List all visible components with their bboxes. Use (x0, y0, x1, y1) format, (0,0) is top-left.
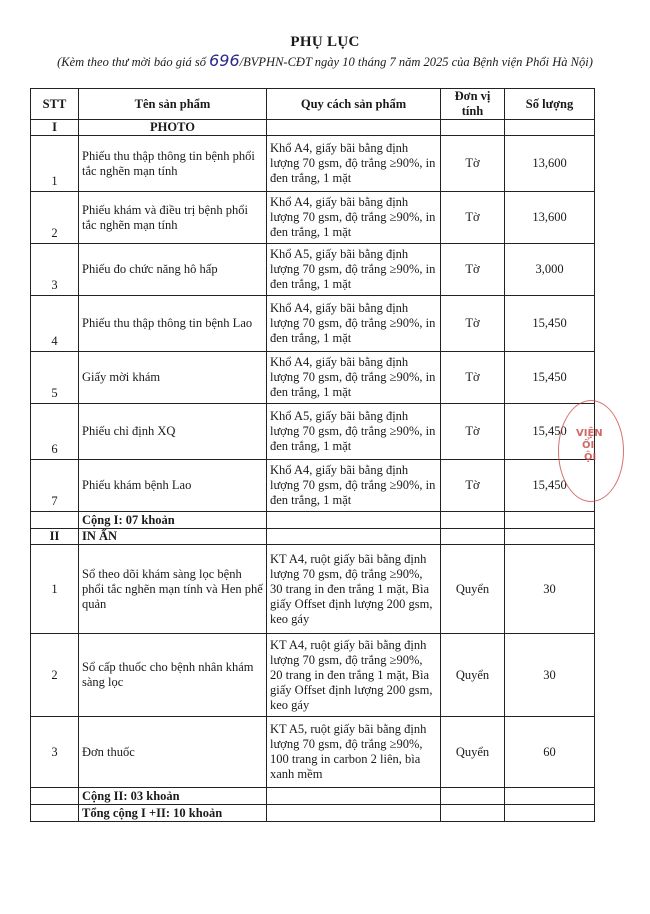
row-quantity: 3,000 (505, 244, 595, 296)
row-product-name: Sổ cấp thuốc cho bệnh nhân khám sàng lọc (79, 634, 267, 717)
row-product-name: Phiếu khám và điều trị bệnh phổi tắc nghẽn mạn tính (79, 192, 267, 244)
table-row (31, 244, 595, 296)
table-row (31, 717, 595, 788)
appendix-title: PHỤ LỤC (290, 34, 360, 50)
row-quantity: 60 (505, 717, 595, 788)
row-stt: 3 (31, 244, 79, 296)
row-product-name: Phiếu đo chức năng hô hấp (79, 244, 267, 296)
row-stt: 5 (31, 352, 79, 404)
row-unit: Tờ (441, 352, 505, 404)
table-row (31, 460, 595, 512)
col-header-quantity: Số lượng (505, 89, 595, 120)
row-unit: Tờ (441, 404, 505, 460)
row-quantity: 30 (505, 634, 595, 717)
row-stt: 2 (31, 634, 79, 717)
stamp-text: VIỆN ỔI ỘI (576, 428, 603, 463)
row-unit: Quyển (441, 545, 505, 634)
row-stt: 1 (31, 136, 79, 192)
row-spec: Khổ A4, giấy bãi bằng định lượng 70 gsm, độ trắng ≥90%, in đen trắng, 1 mặt (267, 460, 441, 512)
row-spec: Khổ A5, giấy bãi bằng định lượng 70 gsm, độ trắng ≥90%, in đen trắng, 1 mặt (267, 244, 441, 296)
row-spec: Khổ A5, giấy bãi bằng định lượng 70 gsm, độ trắng ≥90%, in đen trắng, 1 mặt (267, 404, 441, 460)
appendix-subtitle: (Kèm theo thư mời báo giá số 696/BVPHN-CĐT ngày 10 tháng 7 năm 2025 của Bệnh viện Phổi Hà Nội) (57, 51, 593, 70)
row-unit: Tờ (441, 296, 505, 352)
table-header-row (31, 89, 595, 120)
subtotal-label: Cộng II: 03 khoản (79, 788, 267, 805)
row-product-name: Phiếu thu thập thông tin bệnh phổi tắc nghẽn mạn tính (79, 136, 267, 192)
subtotal-label: Cộng I: 07 khoản (79, 512, 267, 529)
row-product-name: Phiếu khám bệnh Lao (79, 460, 267, 512)
table-row (31, 192, 595, 244)
row-stt: 2 (31, 192, 79, 244)
row-quantity: 15,450 (505, 296, 595, 352)
table-row (31, 352, 595, 404)
row-spec: Khổ A4, giấy bãi bằng định lượng 70 gsm, độ trắng ≥90%, in đen trắng, 1 mặt (267, 352, 441, 404)
table-row (31, 545, 595, 634)
row-quantity: 30 (505, 545, 595, 634)
row-unit: Tờ (441, 244, 505, 296)
row-spec: Khổ A4, giấy bãi bằng định lượng 70 gsm, độ trắng ≥90%, in đen trắng, 1 mặt (267, 192, 441, 244)
handwritten-doc-number: 696 (209, 51, 240, 70)
row-product-name: Phiếu thu thập thông tin bệnh Lao (79, 296, 267, 352)
table-row (31, 296, 595, 352)
row-spec: KT A4, ruột giấy bãi bằng định lượng 70 gsm, độ trắng ≥90%, 20 trang in đen trắng 1 mặt, Bìa giấy Offset định lượng 200 gsm, keo gáy (267, 634, 441, 717)
section-header-row (31, 529, 595, 545)
row-unit: Quyển (441, 634, 505, 717)
col-header-product-name: Tên sản phẩm (79, 89, 267, 120)
row-product-name: Phiếu chỉ định XQ (79, 404, 267, 460)
row-unit: Tờ (441, 192, 505, 244)
row-product-name: Giấy mời khám (79, 352, 267, 404)
row-unit: Quyển (441, 717, 505, 788)
col-header-unit: Đơn vị tính (441, 89, 505, 120)
row-quantity: 13,600 (505, 192, 595, 244)
section-number: I (31, 120, 79, 136)
section-header-row (31, 120, 595, 136)
row-stt: 7 (31, 460, 79, 512)
row-spec: KT A5, ruột giấy bãi bằng định lượng 70 gsm, độ trắng ≥90%, 100 trang in carbon 2 liên, bìa xanh mềm (267, 717, 441, 788)
row-unit: Tờ (441, 136, 505, 192)
table-row (31, 136, 595, 192)
row-quantity: 13,600 (505, 136, 595, 192)
row-stt: 1 (31, 545, 79, 634)
row-stt: 3 (31, 717, 79, 788)
row-spec: Khổ A4, giấy bãi bằng định lượng 70 gsm, độ trắng ≥90%, in đen trắng, 1 mặt (267, 136, 441, 192)
table-row (31, 404, 595, 460)
row-stt: 4 (31, 296, 79, 352)
section-name: IN ẤN (79, 529, 267, 545)
section-number: II (31, 529, 79, 545)
row-product-name: Sổ theo dõi khám sàng lọc bệnh phổi tắc nghẽn mạn tính và Hen phế quản (79, 545, 267, 634)
subtotal-row (31, 788, 595, 805)
subtotal-row (31, 512, 595, 529)
row-quantity: 15,450 (505, 352, 595, 404)
row-unit: Tờ (441, 460, 505, 512)
row-quantity: 15,450 (505, 460, 595, 512)
row-product-name: Đơn thuốc (79, 717, 267, 788)
grand-total-label: Tổng cộng I +II: 10 khoản (79, 805, 267, 822)
col-header-stt: STT (31, 89, 79, 120)
row-quantity: 15,450 (505, 404, 595, 460)
table-row (31, 634, 595, 717)
row-spec: KT A4, ruột giấy bãi bằng định lượng 70 gsm, độ trắng ≥90%, 30 trang in đen trắng 1 mặt, Bìa giấy Offset định lượng 200 gsm, keo gáy (267, 545, 441, 634)
col-header-spec: Quy cách sản phẩm (267, 89, 441, 120)
row-spec: Khổ A4, giấy bãi bằng định lượng 70 gsm, độ trắng ≥90%, in đen trắng, 1 mặt (267, 296, 441, 352)
section-name: PHOTO (79, 120, 267, 136)
grand-total-row (31, 805, 595, 822)
row-stt: 6 (31, 404, 79, 460)
product-table (30, 88, 595, 822)
